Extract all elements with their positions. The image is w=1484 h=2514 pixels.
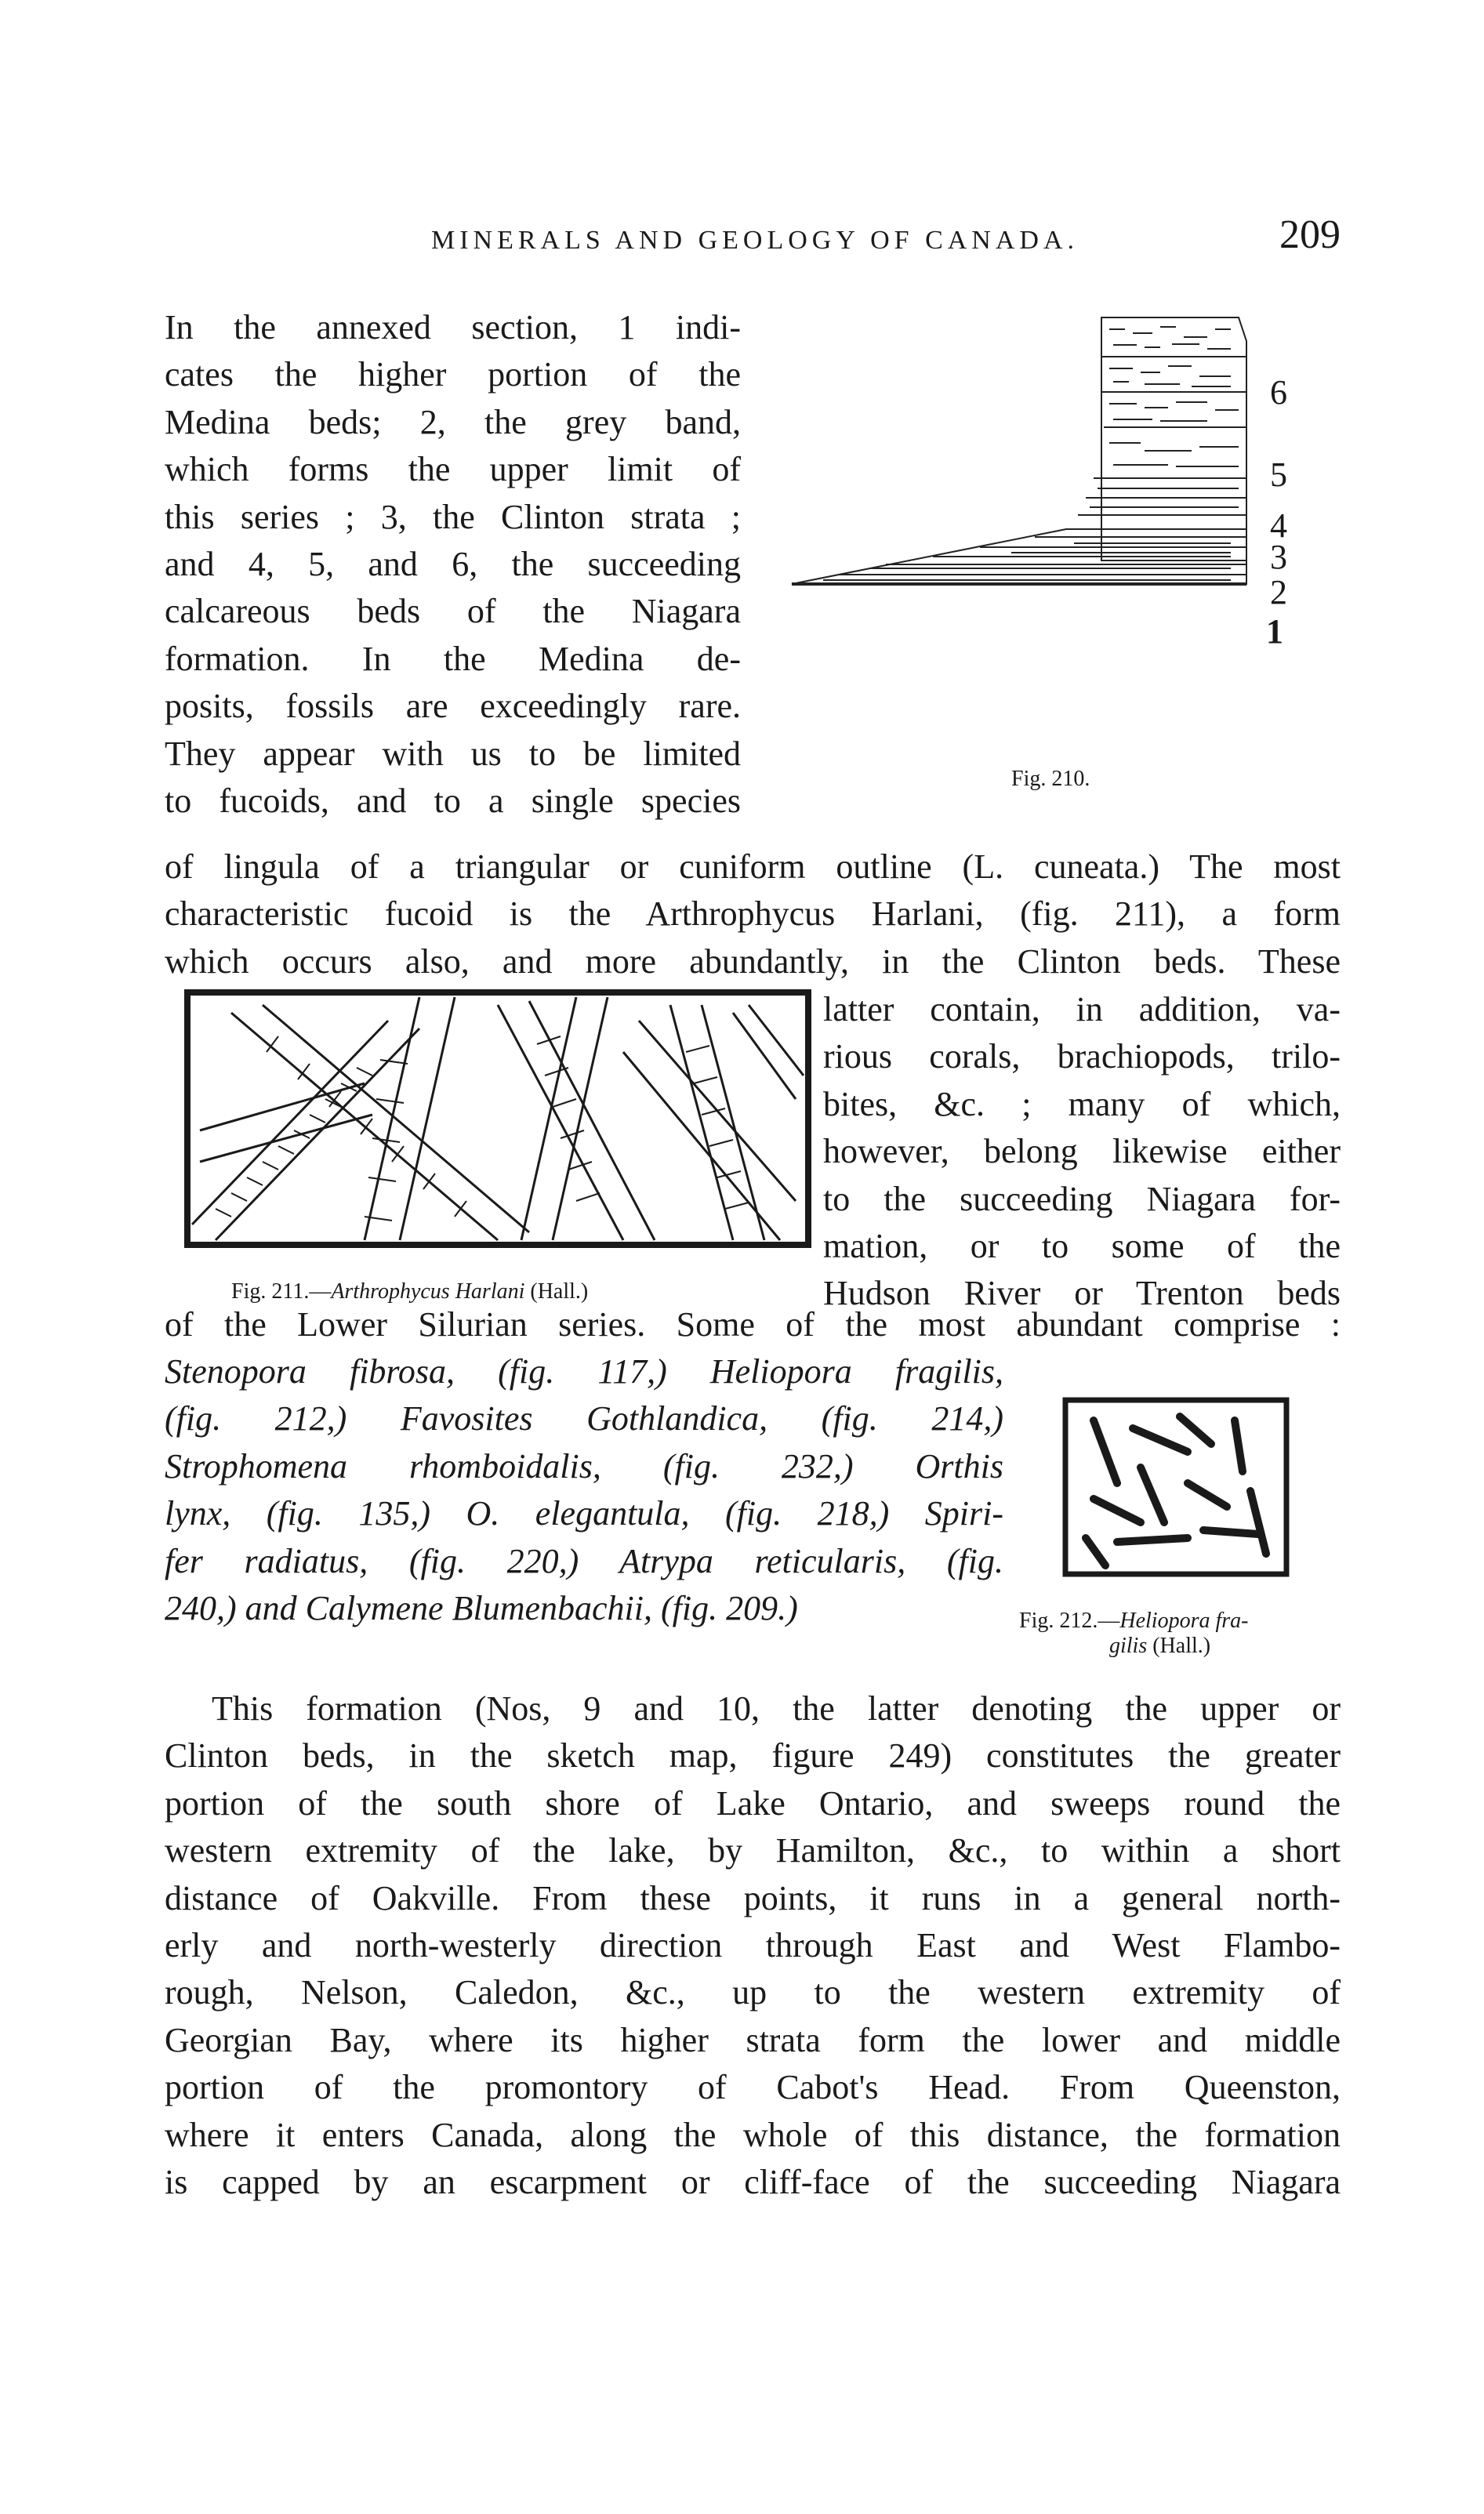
caption-prefix: Fig. 212.— <box>1019 1609 1120 1633</box>
text-line: Stenopora fibrosa, (fig. 117,) Heliopora fragilis, <box>165 1352 1003 1391</box>
text-line: fer radiatus, (fig. 220,) Atrypa reticularis, (fig. <box>165 1541 1003 1580</box>
text-line: rious corals, brachiopods, trilo- <box>823 1037 1341 1076</box>
figure-210-strata-section <box>776 310 1341 717</box>
figure-210-caption: Fig. 210. <box>1011 767 1090 791</box>
text-line: and 4, 5, and 6, the succeeding <box>165 545 741 584</box>
strata-label: 4 <box>1270 506 1287 545</box>
text-line: Georgian Bay, where its higher strata form the lower and middle <box>165 2020 1341 2059</box>
text-line: They appear with us to be limited <box>165 734 741 773</box>
caption-species: Arthrophycus Harlani <box>331 1279 525 1304</box>
paragraph-formation-extent <box>165 1685 1341 2206</box>
text-line: formation. In the Medina de- <box>165 639 741 678</box>
caption-suffix: (Hall.) <box>524 1279 589 1304</box>
figure-212-caption <box>1019 1609 1348 1659</box>
text-line: Strophomena rhomboidalis, (fig. 232,) Orthis <box>165 1446 1003 1486</box>
caption-species: Heliopora fra- <box>1119 1609 1249 1633</box>
text-line: portion of the south shore of Lake Ontario, and sweeps round the <box>165 1783 1341 1823</box>
text-line: however, belong likewise either <box>823 1132 1341 1171</box>
text-line: characteristic fucoid is the Arthrophycus Harlani, (fig. 211), a form <box>165 894 1341 934</box>
paragraph-species-list <box>165 1348 1003 1632</box>
strata-label: 2 <box>1270 573 1287 611</box>
text-line: calcareous beds of the Niagara <box>165 592 741 631</box>
figure-212-heliopora <box>1062 1397 1290 1577</box>
text-line: In the annexed section, 1 indi- <box>165 308 741 346</box>
text-line: 240,) and Calymene Blumenbachii, (fig. 209.) <box>165 1589 798 1628</box>
text-line: is capped by an escarpment or cliff-face of the succeeding Niagara <box>165 2163 1341 2202</box>
text-line: mation, or to some of the <box>823 1227 1341 1266</box>
text-line: erly and north-westerly direction through East and West Flambo- <box>165 1926 1341 1965</box>
text-line: this series ; 3, the Clinton strata ; <box>165 497 741 536</box>
paragraph-lower-silurian <box>165 1301 1341 1348</box>
text-line: of lingula of a triangular or cuniform outline (L. cuneata.) The most <box>165 847 1341 886</box>
text-line: to the succeeding Niagara for- <box>823 1179 1341 1218</box>
text-line: to fucoids, and to a single species <box>165 782 741 821</box>
text-line: of the Lower Silurian series. Some of the most abundant comprise : <box>165 1305 1341 1344</box>
text-line: Medina beds; 2, the grey band, <box>165 402 741 441</box>
page-number: 209 <box>1279 212 1341 257</box>
strata-label: 1 <box>1266 612 1283 651</box>
paragraph-lingula <box>165 843 1341 985</box>
caption-species-cont: gilis <box>1109 1634 1148 1658</box>
strata-label: 3 <box>1270 538 1287 576</box>
text-line: Hudson River or Trenton beds <box>823 1274 1341 1313</box>
caption-prefix: Fig. 211.— <box>231 1279 332 1304</box>
text-line: portion of the promontory of Cabot's Head. From Queenston, <box>165 2068 1341 2107</box>
text-line: rough, Nelson, Caledon, &c., up to the western extremity of <box>165 1973 1341 2012</box>
page-header <box>165 212 1341 267</box>
text-line: (fig. 212,) Favosites Gothlandica, (fig. 214,) <box>165 1399 1003 1438</box>
text-line: western extremity of the lake, by Hamilton, &c., to within a short <box>165 1831 1341 1870</box>
text-line: which forms the upper limit of <box>165 450 741 489</box>
strata-label: 6 <box>1270 373 1287 412</box>
running-title: MINERALS AND GEOLOGY OF CANADA. <box>431 226 1079 255</box>
strata-label: 5 <box>1270 455 1287 494</box>
paragraph-clinton-beds <box>823 986 1341 1318</box>
text-line: distance of Oakville. From these points, it runs in a general north- <box>165 1878 1341 1917</box>
text-line: This formation (Nos, 9 and 10, the latter denoting the upper or <box>212 1689 1341 1728</box>
figure-211-arthrophycus <box>184 989 811 1248</box>
text-line: where it enters Canada, along the whole of this distance, the formation <box>165 2115 1341 2154</box>
text-line: latter contain, in addition, va- <box>823 990 1341 1028</box>
text-line: Clinton beds, in the sketch map, figure 249) constitutes the greater <box>165 1736 1341 1776</box>
text-line: bites, &c. ; many of which, <box>823 1084 1341 1123</box>
paragraph-medina-section <box>165 304 741 825</box>
text-line: lynx, (fig. 135,) O. elegantula, (fig. 218,) Spiri- <box>165 1494 1003 1533</box>
text-line: which occurs also, and more abundantly, in the Clinton beds. These <box>165 941 1341 981</box>
caption-suffix: (Hall.) <box>1147 1634 1211 1658</box>
text-line: cates the higher portion of the <box>165 355 741 394</box>
text-line: posits, fossils are exceedingly rare. <box>165 687 741 726</box>
